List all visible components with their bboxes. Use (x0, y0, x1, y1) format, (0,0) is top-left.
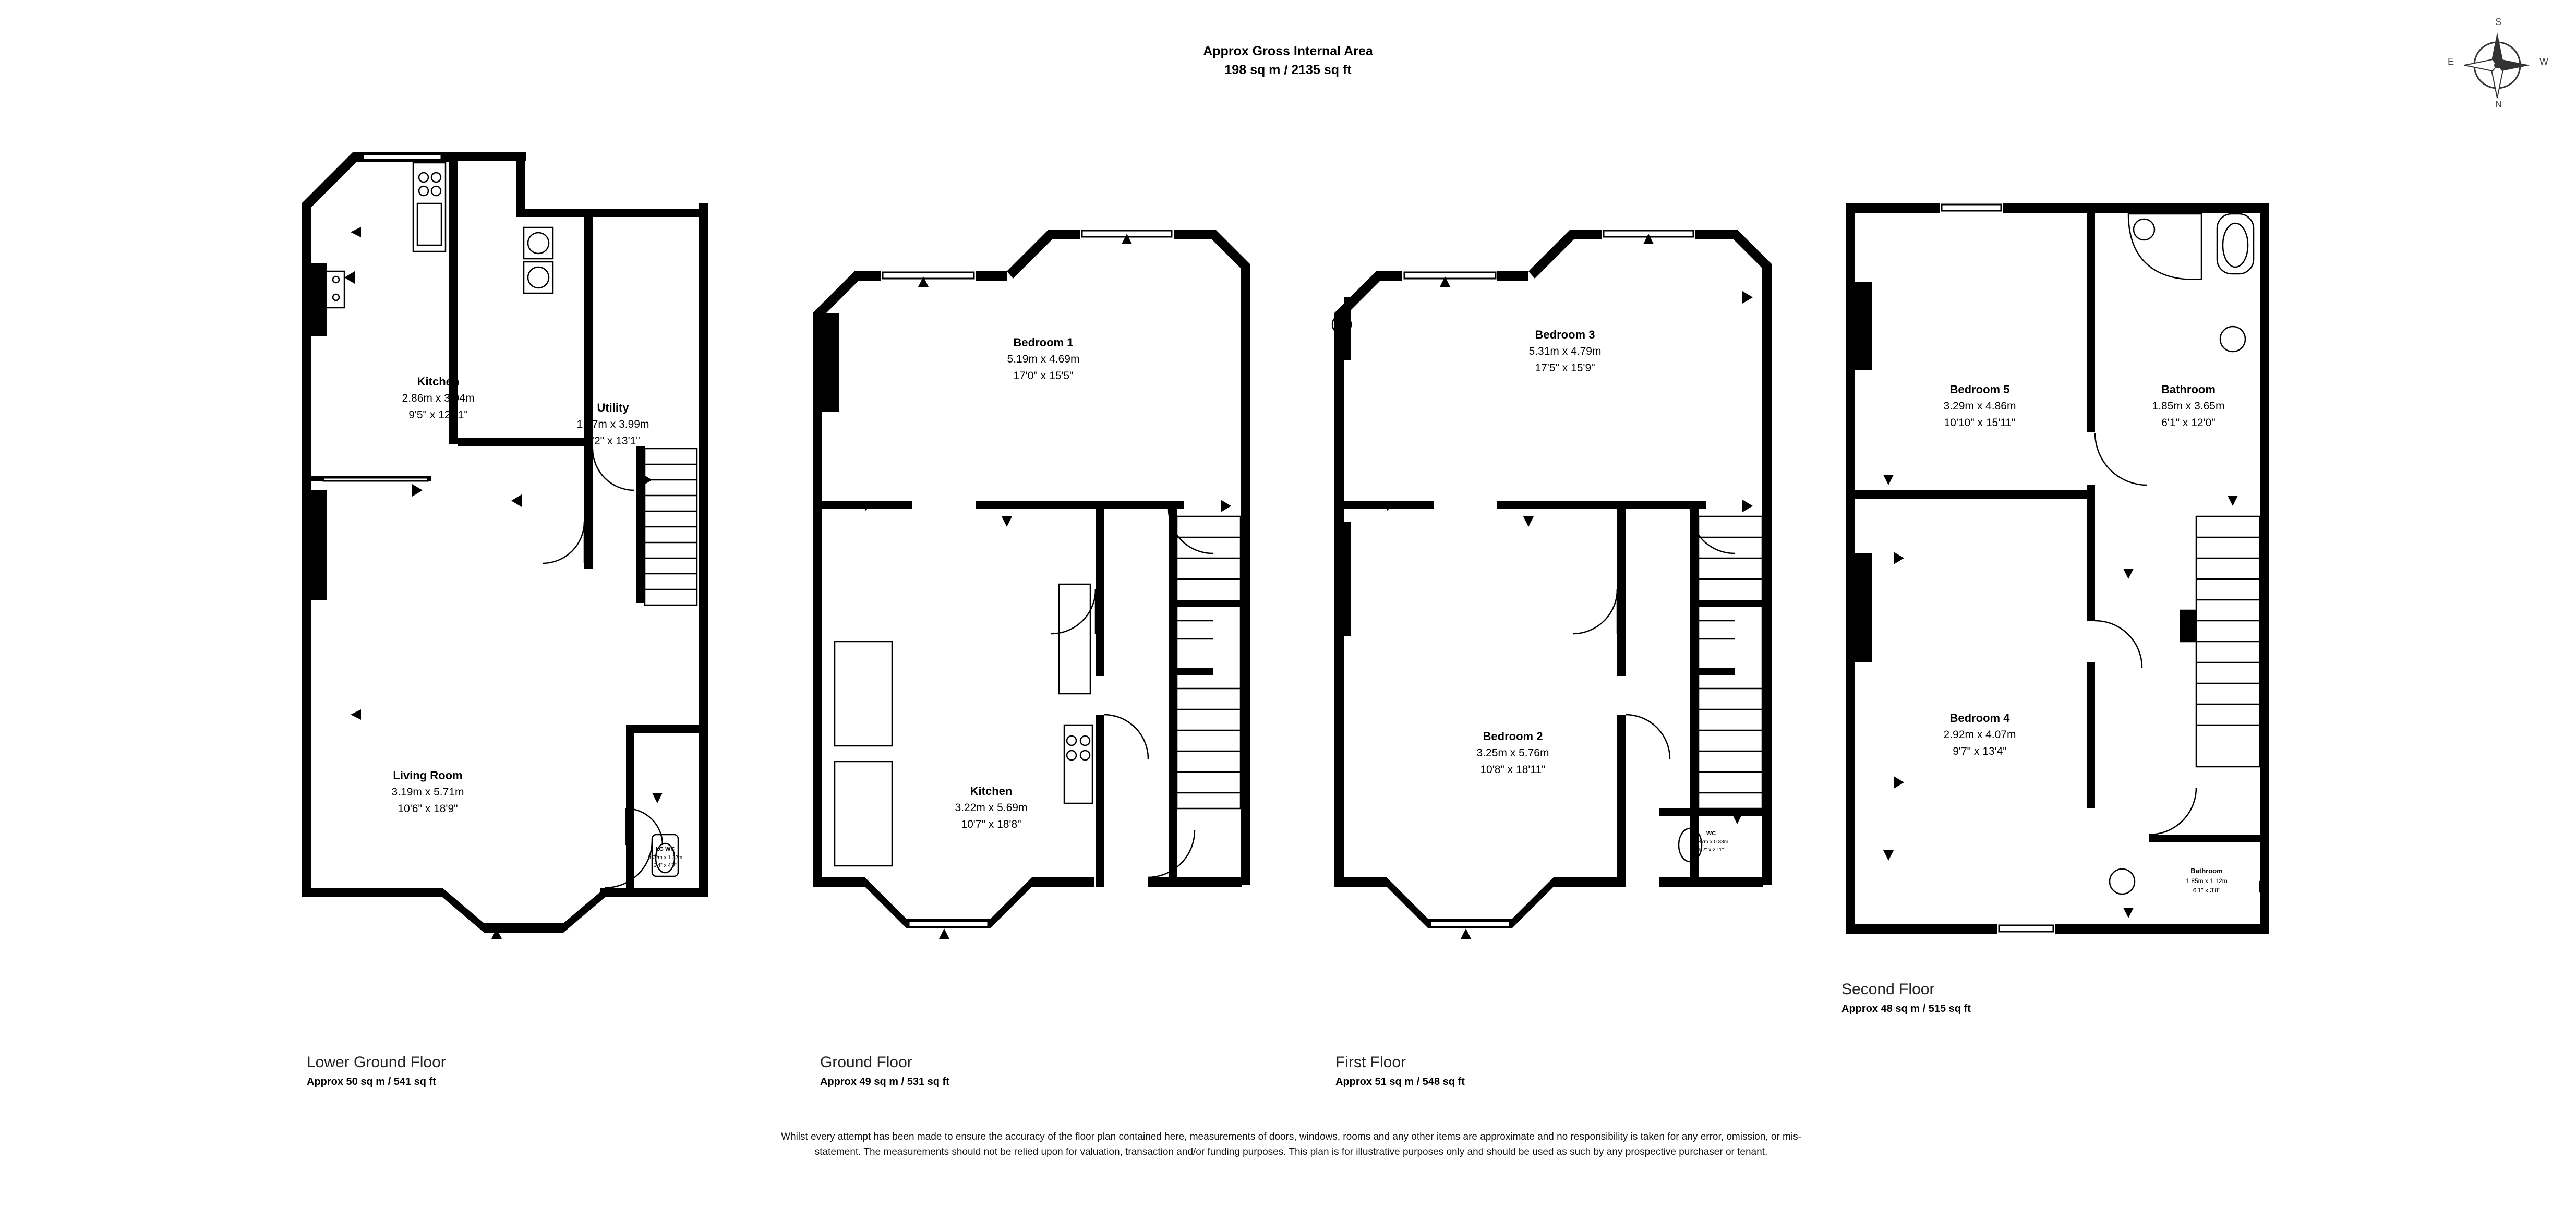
second-walls (1836, 193, 2280, 944)
room-label-bedroom-2: Bedroom 2 3.25m x 5.76m 10'8" x 18'11" (1476, 730, 1549, 776)
compass-rose (2447, 16, 2551, 115)
room-label-bedroom-1: Bedroom 1 5.19m x 4.69m 17'0" x 15'5" (1007, 336, 1080, 382)
floor-caption-first: First Floor Approx 51 sq m / 548 sq ft (1335, 1054, 1465, 1088)
room-label-bedroom-3: Bedroom 3 5.31m x 4.79m 17'5" x 15'9" (1528, 328, 1602, 374)
disclaimer-text: Whilst every attempt has been made to ensure the accuracy of the floor plan contained here, measurements of doors, windows, rooms and any other items are approximate and no responsibility is taken for any error, omission, or mis-statement. The measurements should not be relied upon for valuation, transaction and/or funding purposes. This plan is for illustrative purposes only and should be used as such by any prospective purchaser or tenant. (781, 1131, 1801, 1158)
first-walls (1325, 141, 1774, 1017)
room-label-utility: Utility 1.87m x 3.99m 6'2" x 13'1" (576, 401, 649, 447)
room-label-lg-wc: LG WC 0.72m x 1.22m 2'4" x 4'0" (647, 846, 683, 868)
compass-label-west: W (2539, 56, 2548, 67)
floor-caption-ground: Ground Floor Approx 49 sq m / 531 sq ft (820, 1054, 949, 1088)
floor-plan-second (1836, 193, 2280, 944)
compass-icon (2458, 26, 2536, 104)
room-label-bedroom-4: Bedroom 4 2.92m x 4.07m 9'7" x 13'4" (1943, 711, 2016, 757)
room-label-kitchen-ground: Kitchen 3.22m x 5.69m 10'7" x 18'8" (955, 784, 1028, 830)
room-label-living-room: Living Room 3.19m x 5.71m 10'6" x 18'9" (391, 769, 464, 815)
room-label-bathroom-main: Bathroom 1.85m x 3.65m 6'1" x 12'0" (2152, 383, 2225, 429)
ground-walls (803, 141, 1252, 1017)
lower-ground-walls (292, 125, 746, 1007)
page-title (0, 42, 2576, 80)
room-label-wc-first: WC 1.87m x 0.88m 6'2" x 2'11" (1693, 830, 1729, 853)
floor-caption-second: Second Floor Approx 48 sq m / 515 sq ft (1841, 981, 1971, 1015)
room-label-kitchen-lg: Kitchen 2.86m x 3.94m 9'5" x 12'11" (402, 375, 475, 421)
floor-caption-lower-ground: Lower Ground Floor Approx 50 sq m / 541 sq ft (307, 1054, 446, 1088)
floor-plan-first (1325, 141, 1774, 1017)
room-label-bedroom-5: Bedroom 5 3.29m x 4.86m 10'10" x 15'11" (1943, 383, 2016, 429)
gross-area-label: Approx Gross Internal Area (1203, 44, 1373, 58)
floor-plan-lower-ground (292, 125, 746, 1007)
gross-area-value: 198 sq m / 2135 sq ft (1224, 63, 1352, 78)
compass-label-north: N (2495, 99, 2502, 110)
room-label-bathroom-second: Bathroom 1.85m x 1.12m 6'1" x 3'8" (2186, 867, 2228, 894)
floor-plan-ground (803, 141, 1252, 1017)
compass-label-south: S (2495, 17, 2502, 27)
compass-label-east: E (2448, 56, 2454, 67)
